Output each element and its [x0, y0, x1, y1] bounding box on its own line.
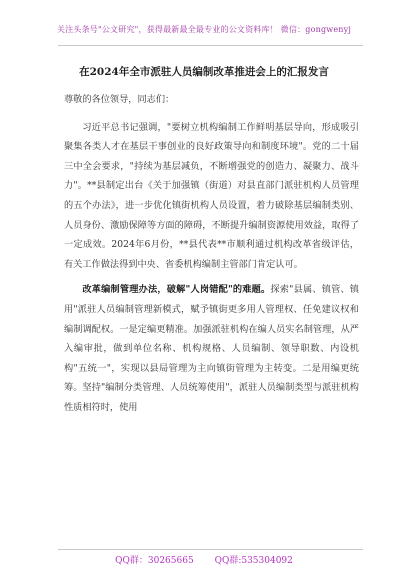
qq-group-2: QQ群:535304092	[214, 556, 293, 566]
paragraph-intro: 习近平总书记强调，"要树立机构编制工作鲜明基层导向，形成吸引聚集各类人才在基层干事创业的良好政策导向和制度环境"。党的二十届三中全会要求，"持续为基层减负，不断增强党的创造力、凝聚力、战斗力"。**县制定出台《关于加强镇（街道）对县直部门派驻机构人员管理的五个办法》，进一步优化镇街机构人员设置，着力破除基层编制类别、人员身份、激励保障等方面的障碍，不断提升编制资源使用效益，取得了一定成效。2024年6月份，**县代表**市顺利通过机构改革省级评估，有关工作做法得到中央、省委机构编制主管部门肯定认可。	[64, 121, 359, 270]
promo-header: 关注头条号"公文研究"，获得最新最全最专业的公文资料库！ 微信：gongwenyj	[56, 25, 352, 34]
paragraph-text: 探索"县属、镇管、镇用"派驻人员编制管理新模式，赋予镇街更多用人管理权、任免建议权和编制调配权。一是定编更精准。加强派驻机构在编人员实名制管理，从严入编审批，做到单位名称、机构规格、人员编制、领导职数、内设机构"五统一"，实现以县局管理为主向镇街管理为主转变。二是用编更统筹。坚持"编制分类管理、人员统筹使用"，派驻人员编制类型与派驻机构性质相符时，使用	[64, 284, 359, 413]
document-title: 在2024年全市派驻人员编制改革推进会上的汇报发言	[79, 66, 329, 78]
footer	[0, 553, 408, 566]
document-body	[64, 90, 359, 418]
header-divider	[58, 45, 363, 46]
paragraph-heading: 改革编制管理办法，破解"人岗错配"的难题。	[82, 284, 271, 296]
paragraph-reform	[64, 280, 359, 417]
footer-divider	[58, 549, 363, 550]
salutation: 尊敬的各位领导，同志们：	[64, 94, 175, 105]
qq-group-1: QQ群：30265665	[115, 556, 194, 566]
